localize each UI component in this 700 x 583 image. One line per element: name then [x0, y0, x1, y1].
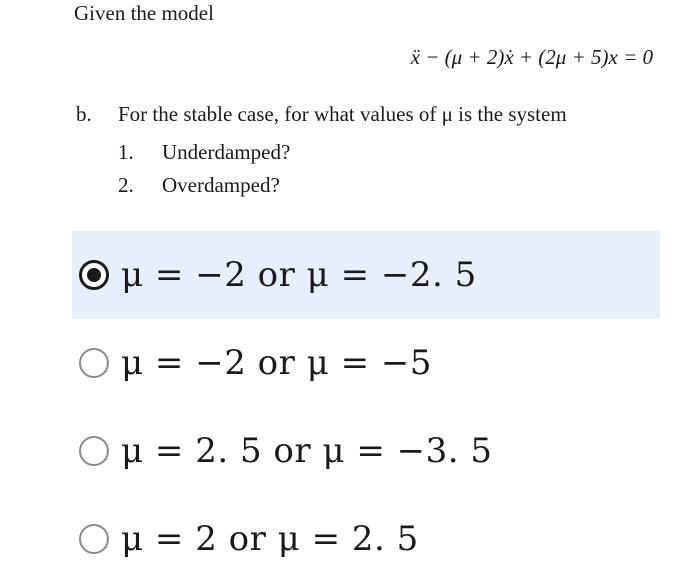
radio-button[interactable] — [79, 348, 109, 378]
sub-question-underdamped — [118, 136, 290, 169]
sub-question-text: Overdamped? — [162, 173, 280, 197]
sub-question-number: 1. — [118, 140, 134, 164]
radio-button[interactable] — [79, 524, 109, 554]
answer-option-4[interactable] — [72, 495, 660, 583]
answer-option-text: μ = 2 or μ = 2. 5 — [121, 519, 419, 559]
answer-option-3[interactable] — [72, 407, 660, 495]
radio-dot-icon — [87, 268, 101, 282]
sub-question-overdamped — [118, 169, 290, 202]
radio-button-selected[interactable] — [79, 260, 109, 290]
answer-option-text: μ = −2 or μ = −2. 5 — [121, 255, 477, 295]
question-label: b. — [76, 102, 92, 126]
question-text: For the stable case, for what values of μ is the system — [118, 102, 567, 126]
sub-question-text: Underdamped? — [162, 140, 291, 164]
question — [76, 99, 567, 129]
radio-button[interactable] — [79, 436, 109, 466]
sub-question-number: 2. — [118, 173, 134, 197]
model-equation: ẍ − (μ + 2)ẋ + (2μ + 5)x = 0 — [410, 45, 653, 69]
answer-option-1[interactable] — [72, 231, 660, 319]
sub-question-list — [118, 136, 290, 202]
answer-option-text: μ = 2. 5 or μ = −3. 5 — [121, 431, 493, 471]
intro-text: Given the model — [74, 1, 214, 25]
answer-options — [72, 231, 660, 583]
answer-option-text: μ = −2 or μ = −5 — [121, 343, 432, 383]
answer-option-2[interactable] — [72, 319, 660, 407]
